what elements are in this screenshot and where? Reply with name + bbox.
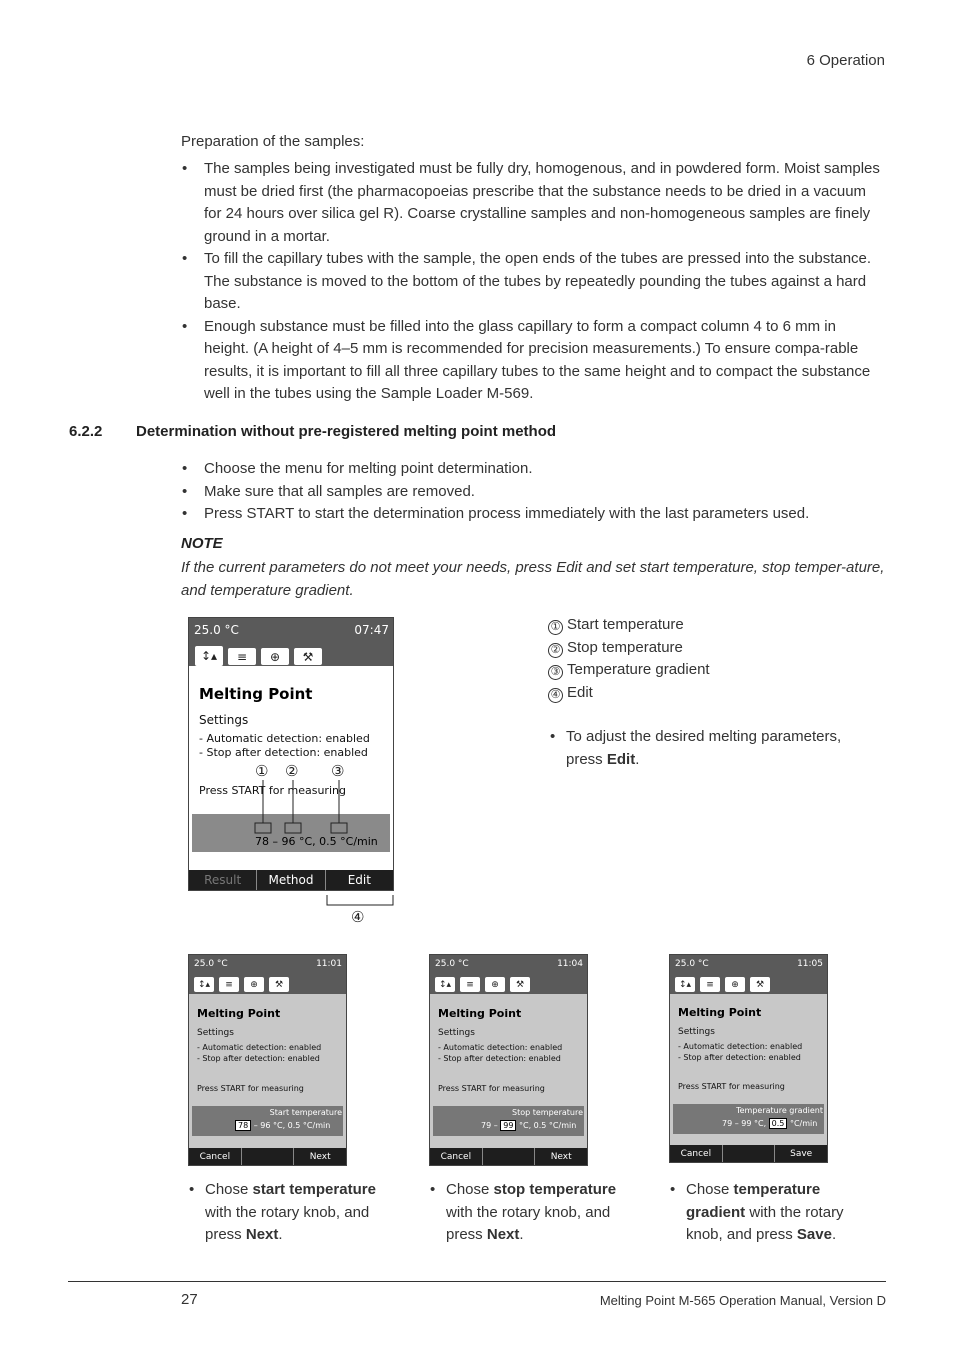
number-badge: ④ — [548, 688, 563, 703]
section-title: Determination without pre-registered melting point method — [136, 423, 557, 440]
callout-3: ③ — [331, 762, 345, 780]
number-badge: ② — [548, 643, 563, 658]
legend-item: ② Stop temperature — [548, 637, 710, 660]
intro-text: Preparation of the samples: — [181, 133, 365, 150]
device-screen-stop: 25.0 °C 11:04 ↕▴ ≡ ⊕ ⚒ Melting Point Settings - Automatic detection: enabled - Stop after detection: enabled Press START for measuring Stop temperature 79 – 99 °C, 0.5 °C/min Cancel Next — [429, 954, 588, 1166]
wrench-tab-icon[interactable]: ⚒ — [750, 977, 770, 992]
tab-bar — [430, 974, 587, 994]
tab-bar — [189, 974, 346, 994]
sample-tab-icon[interactable]: ≡ — [228, 648, 256, 665]
screen-title: Melting Point — [678, 1006, 762, 1019]
note-text: If the current parameters do not meet your needs, press Edit and set start temperature, stop temper-ature, and temperature gradient. — [181, 559, 885, 599]
legend-instruction: • To adjust the desired melting parameters, press Edit. — [548, 726, 868, 771]
save-button[interactable]: Save — [790, 1148, 813, 1159]
list-item: • Choose the menu for melting point determination. — [181, 458, 881, 481]
list-item: • Make sure that all samples are removed. — [181, 481, 881, 504]
page-number: 27 — [181, 1291, 198, 1308]
next-button[interactable]: Next — [309, 1151, 331, 1162]
list-item: • The samples being investigated must be fully dry, homogenous, and in powdered form. Moist samples must be dried first (the pharmacopoeias prescribe that the substance needs to be dried in a vacuum for 24 hours over silica gel R). Coarse crystalline samples and non-homogeneous samples are finely ground in a mortar. — [181, 158, 881, 248]
next-button[interactable]: Next — [550, 1151, 572, 1162]
parameter-values: 79 – 99 °C, 0.5 °C/min — [722, 1119, 818, 1128]
melting-tab-icon[interactable]: ↕▴ — [194, 977, 214, 992]
cancel-button[interactable]: Cancel — [189, 1148, 242, 1165]
clock: 07:47 — [354, 623, 389, 637]
setting-line: - Automatic detection: enabled — [199, 732, 370, 745]
parameter-values: 79 – 99 °C, 0.5 °C/min — [481, 1121, 577, 1130]
softkey-bar — [670, 1145, 827, 1162]
note-title: NOTE — [181, 535, 223, 552]
number-badge: ③ — [548, 665, 563, 680]
manual-title: Melting Point M-565 Operation Manual, Version D — [599, 1293, 886, 1308]
setting-line: - Stop after detection: enabled — [199, 746, 368, 759]
screen-title: Melting Point — [199, 685, 313, 703]
screen-title: Melting Point — [197, 1007, 281, 1020]
list-item: • Enough substance must be filled into the glass capillary to form a compact column 4 to 6 mm in height. (A height of 4–5 mm is recommended for precision measurements.) To ensure compa-rable results, it is important to fill all three capillary tubes to the same height and to compact the substance well in the tubes using the Sample Loader M-569. — [181, 316, 881, 406]
softkey-bar — [189, 1148, 346, 1165]
list-item: • To fill the capillary tubes with the sample, the open ends of the tubes are pressed into the substance. The substance is moved to the bottom of the tubes by repeatedly pounding the tubes against a hard base. — [181, 248, 881, 316]
crosshair-tab-icon[interactable]: ⊕ — [261, 648, 289, 665]
tab-bar — [670, 974, 827, 994]
caption-stop: • Chose stop temperature with the rotary knob, and press Next. — [428, 1179, 638, 1247]
wrench-tab-icon[interactable]: ⚒ — [510, 977, 530, 992]
melting-tab-icon[interactable]: ↕▴ — [435, 977, 455, 992]
status-bar: 25.0 °C 11:04 — [430, 955, 587, 974]
softkey-bar — [430, 1148, 587, 1165]
caption-start: • Chose start temperature with the rotary knob, and press Next. — [187, 1179, 397, 1247]
sample-tab-icon[interactable]: ≡ — [219, 977, 239, 992]
sample-tab-icon[interactable]: ≡ — [460, 977, 480, 992]
status-bar: 25.0 °C 11:01 — [189, 955, 346, 974]
callout-1: ① — [255, 762, 269, 780]
footer-rule — [68, 1281, 886, 1282]
legend — [548, 614, 710, 704]
crosshair-tab-icon[interactable]: ⊕ — [485, 977, 505, 992]
caption-gradient: • Chose temperature gradient with the rotary knob, and press Save. — [668, 1179, 868, 1247]
parameter-values: 78 – 96 °C, 0.5 °C/min — [235, 1121, 330, 1130]
sample-tab-icon[interactable]: ≡ — [700, 977, 720, 992]
blank-softkey — [242, 1148, 295, 1165]
blank-softkey — [483, 1148, 536, 1165]
legend-item: ① Start temperature — [548, 614, 710, 637]
legend-item: ④ Edit — [548, 682, 710, 705]
legend-item: ③ Temperature gradient — [548, 659, 710, 682]
cancel-button[interactable]: Cancel — [430, 1148, 483, 1165]
callout-2: ② — [285, 762, 299, 780]
steps-list — [181, 458, 881, 526]
edit-button[interactable]: Edit — [347, 873, 371, 887]
device-screen-start: 25.0 °C 11:01 ↕▴ ≡ ⊕ ⚒ Melting Point Settings - Automatic detection: enabled - Stop after detection: enabled Press START for measuring Start temperature 78 – 96 °C, 0.5 °C/min Cancel Next — [188, 954, 347, 1166]
running-header: 6 Operation — [806, 52, 885, 69]
melting-tab-icon[interactable]: ↕▴ — [675, 977, 695, 992]
wrench-tab-icon[interactable]: ⚒ — [294, 648, 322, 665]
press-start-text: Press START for measuring — [199, 784, 346, 797]
crosshair-tab-icon[interactable]: ⊕ — [725, 977, 745, 992]
screen-title: Melting Point — [438, 1007, 522, 1020]
status-bar: 25.0 °C 11:05 — [670, 955, 827, 974]
blank-softkey — [723, 1145, 776, 1162]
section-number: 6.2.2 — [69, 423, 103, 440]
number-badge: ① — [548, 620, 563, 635]
preparation-list — [181, 158, 881, 406]
temperature-readout: 25.0 °C — [194, 623, 239, 637]
list-item: • Press START to start the determination process immediately with the last parameters used. — [181, 503, 881, 526]
cancel-button[interactable]: Cancel — [670, 1145, 723, 1162]
parameter-values: 78 – 96 °C, 0.5 °C/min — [255, 835, 378, 848]
settings-label: Settings — [199, 713, 249, 727]
band-label: Stop temperature — [511, 1108, 583, 1117]
band-label: Start temperature — [269, 1108, 342, 1117]
callout-4: ④ — [351, 908, 365, 926]
band-label: Temperature gradient — [736, 1106, 823, 1115]
wrench-tab-icon[interactable]: ⚒ — [269, 977, 289, 992]
result-button[interactable]: Result — [189, 870, 257, 890]
device-screen-gradient: 25.0 °C 11:05 ↕▴ ≡ ⊕ ⚒ Melting Point Settings - Automatic detection: enabled - Stop after detection: enabled Press START for measuring Temperature gradient 79 – 99 °C, 0.5 °C/min Cancel Save — [669, 954, 828, 1163]
crosshair-tab-icon[interactable]: ⊕ — [244, 977, 264, 992]
method-button[interactable]: Method — [257, 870, 325, 890]
melting-tab-icon[interactable]: ↕▴ — [195, 646, 223, 666]
